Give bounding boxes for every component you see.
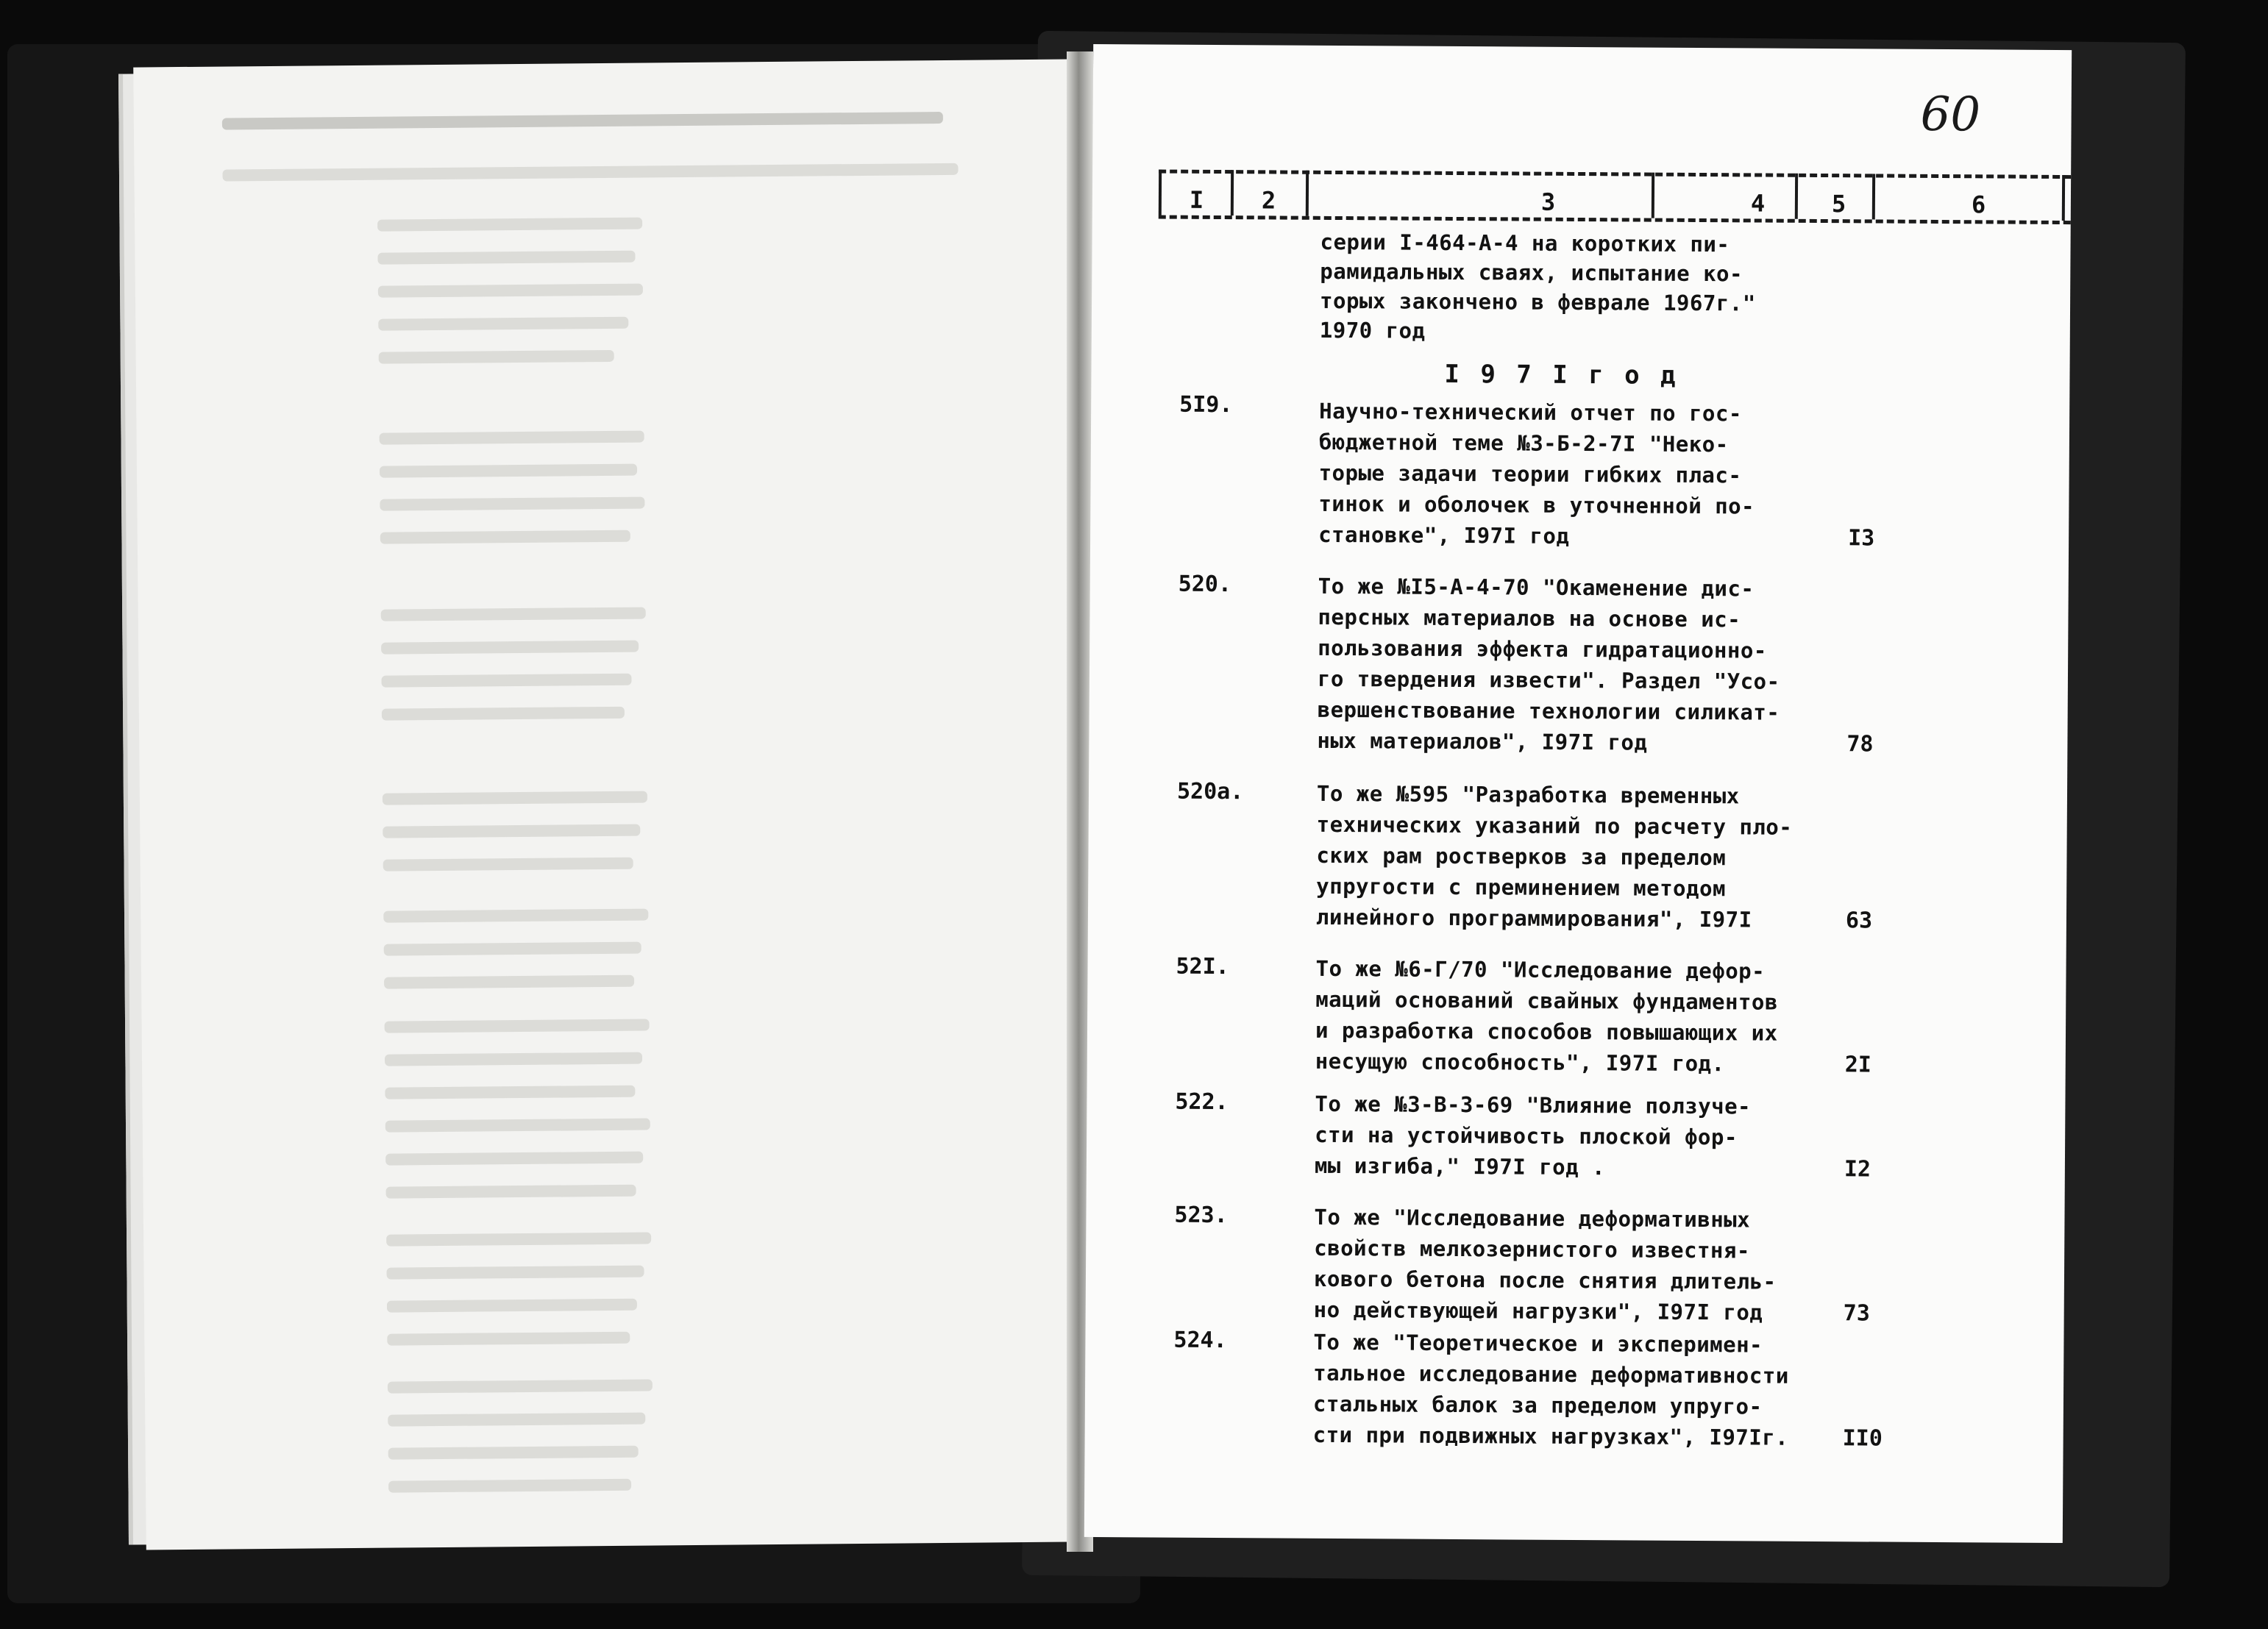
entry-number: 52I.	[1176, 953, 1229, 980]
entry-text-line: Научно-технический отчет по гос-	[1319, 398, 1742, 427]
bleed-line	[385, 1152, 643, 1166]
entry-text-line: То же №I5-А-4-70 "Окаменение дис-	[1318, 573, 1755, 602]
col-separator	[1159, 170, 1162, 215]
left-page-blank-bleedthrough	[133, 59, 1081, 1550]
entry-text-line: свойств мелкозернистого известня-	[1314, 1235, 1750, 1263]
col-heading-1: I	[1189, 185, 1204, 214]
col-separator	[2062, 175, 2065, 221]
entry-text-line: но действующей нагрузки", I97I год	[1313, 1297, 1763, 1325]
bleed-line	[382, 707, 625, 721]
bleed-line	[388, 1446, 639, 1460]
bleed-line	[386, 1266, 644, 1280]
header-dash-top	[1159, 170, 2071, 179]
bleed-line	[384, 942, 641, 956]
bleed-line	[388, 1379, 653, 1393]
bleed-line	[388, 1479, 631, 1493]
entry-text-line: маций оснований свайных фундаментов	[1315, 986, 1778, 1015]
col-separator	[1872, 174, 1875, 219]
entry-text-line: То же №595 "Разработка временных	[1316, 780, 1740, 809]
bleed-line	[383, 858, 633, 871]
entry-text-line: То же "Исследование деформативных	[1314, 1204, 1751, 1233]
bleed-line	[380, 497, 644, 511]
bleed-line	[377, 251, 635, 265]
entry-text-line: стальных балок за пределом упруго-	[1312, 1391, 1763, 1419]
entry-page-count: I2	[1844, 1156, 1871, 1183]
entry-page-count: 73	[1843, 1300, 1870, 1327]
bleed-line	[378, 317, 628, 331]
entry-text-line: тальное исследование деформативности	[1313, 1360, 1789, 1389]
entry-text-line: становке", I97I год	[1318, 521, 1570, 549]
entry-number: 523.	[1174, 1202, 1228, 1229]
bleed-line	[222, 163, 958, 182]
entry-text-line: торые задачи теории гибких плас-	[1318, 460, 1742, 488]
entry-text-line: мы изгиба," I97I год .	[1314, 1152, 1606, 1180]
bleed-line	[380, 464, 637, 478]
entry-text-line: несущую способность", I97I год.	[1315, 1048, 1725, 1077]
entry-text-line: бюджетной теме №3-Б-2-7I "Неко-	[1318, 429, 1729, 457]
entry-text-line: сти на устойчивость плоской фор-	[1315, 1122, 1738, 1150]
bleed-line	[383, 909, 648, 923]
bleed-line	[388, 1413, 645, 1427]
entry-text-line: вершенствование технологии силикат-	[1317, 696, 1780, 725]
entry-number: 520.	[1178, 571, 1232, 598]
bleed-line	[387, 1332, 630, 1346]
entry-text-line: пользования эффекта гидратационно-	[1318, 635, 1767, 663]
bleed-line	[380, 530, 630, 544]
col-separator	[1306, 171, 1309, 216]
table-header	[1159, 170, 2071, 227]
bleed-line	[386, 1232, 651, 1246]
col-heading-6: 6	[1971, 190, 1986, 219]
bleed-line	[383, 791, 647, 805]
bleed-line	[386, 1185, 636, 1199]
entry-page-count: 63	[1845, 908, 1873, 934]
continuation-line: рамидальных сваях, испытание ко-	[1320, 258, 1743, 287]
entry-number: 524.	[1173, 1327, 1227, 1354]
bleed-line	[385, 1086, 635, 1099]
entry-text-line: То же "Теоретическое и эксперимен-	[1313, 1329, 1763, 1358]
continuation-line: серии I-464-А-4 на коротких пи-	[1320, 229, 1730, 257]
col-heading-3: 3	[1540, 188, 1556, 216]
entry-text-line: го твердения извести". Раздел "Усо-	[1317, 666, 1780, 694]
bleed-line	[381, 641, 639, 655]
bleed-line	[379, 350, 614, 364]
col-heading-5: 5	[1831, 190, 1846, 218]
entry-text-line: ных материалов", I97I год	[1317, 727, 1648, 755]
col-heading-2: 2	[1261, 186, 1276, 215]
bleed-line	[383, 824, 640, 838]
bleed-line	[385, 1052, 642, 1066]
col-separator	[1231, 170, 1234, 215]
entry-number: 520а.	[1176, 778, 1244, 805]
year-heading: I 9 7 I г о д	[1444, 359, 1679, 391]
bleed-line	[384, 975, 634, 989]
entry-number: 5I9.	[1179, 391, 1233, 418]
entry-page-count: 78	[1846, 731, 1874, 758]
bleed-line	[222, 112, 943, 130]
entry-page-count: 2I	[1844, 1052, 1871, 1078]
entry-text-line: То же №6-Г/70 "Исследование дефор-	[1315, 955, 1766, 984]
entry-text-line: технических указаний по расчету пло-	[1316, 811, 1793, 840]
entry-text-line: кового бетона после снятия длитель-	[1313, 1266, 1777, 1294]
bleed-line	[385, 1119, 650, 1133]
bleed-line	[378, 284, 643, 298]
bleed-line	[381, 674, 631, 688]
header-dash-bottom	[1159, 215, 2071, 225]
col-separator	[1652, 173, 1654, 218]
entry-text-line: сти при подвижных нагрузках", I97Iг.	[1312, 1422, 1789, 1450]
handwritten-page-number: 60	[1920, 87, 1981, 143]
entry-text-line: линейного программирования", I97I	[1315, 904, 1752, 933]
bleed-line	[381, 607, 646, 621]
entry-page-count: II0	[1842, 1425, 1883, 1452]
bleed-line	[380, 431, 644, 445]
entry-number: 522.	[1175, 1088, 1229, 1116]
col-separator	[1795, 174, 1798, 219]
continuation-line: торых закончено в феврале 1967г."	[1319, 288, 1756, 316]
entry-page-count: I3	[1848, 525, 1875, 552]
entry-text-line: ских рам ростверков за пределом	[1316, 842, 1727, 871]
entry-text-line: тинок и оболочек в уточненной по-	[1318, 491, 1755, 519]
col-heading-4: 4	[1750, 189, 1766, 218]
bleed-line	[377, 218, 642, 232]
bleed-line	[385, 1019, 650, 1033]
entry-text-line: и разработка способов повышающих их	[1315, 1017, 1778, 1046]
entry-text-line: персных материалов на основе ис-	[1318, 604, 1741, 632]
right-page	[1084, 44, 2072, 1543]
entry-text-line: То же №3-В-3-69 "Влияние ползуче-	[1315, 1091, 1752, 1119]
bleed-line	[387, 1299, 637, 1313]
continuation-line: 1970 год	[1319, 317, 1426, 343]
entry-text-line: упругости с преминением методом	[1316, 873, 1727, 902]
